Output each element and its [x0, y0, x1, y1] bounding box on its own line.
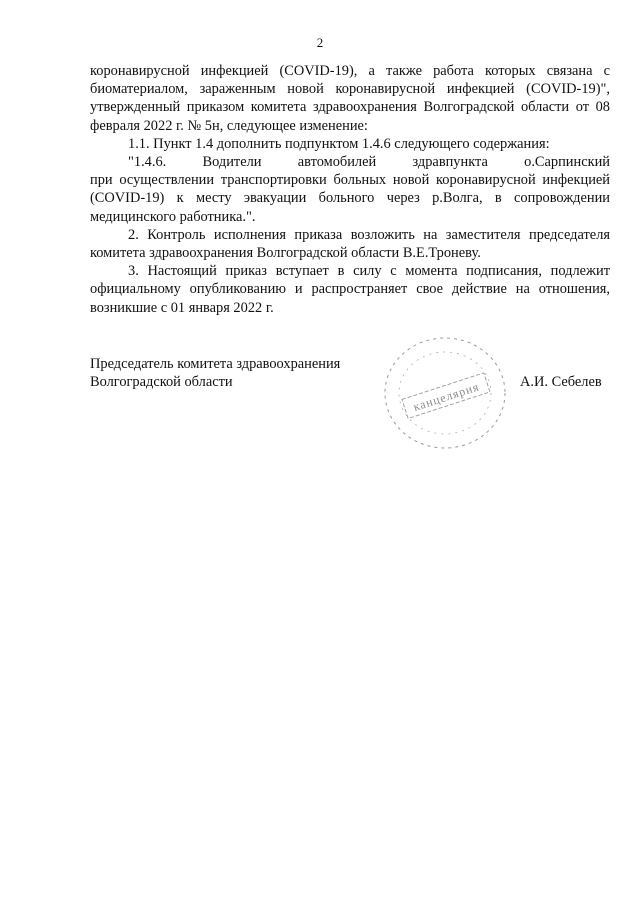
quote-word: о.Сарпинский: [524, 154, 610, 171]
signatory-name: А.И. Себелев: [520, 374, 602, 390]
quote-word: здравпункта: [412, 154, 488, 171]
quote-word: "1.4.6.: [128, 154, 167, 171]
quote-word: автомобилей: [297, 154, 377, 171]
quote-continuation: при осуществлении транспортировки больных новой коронавирусной инфекцией (COVID-19) к месту эвакуации больного через р.Волга, в сопровождении медицинского работника.".: [90, 172, 610, 225]
page-number: 2: [316, 35, 324, 50]
stamp-seal: [375, 328, 515, 458]
signatory-position: [90, 355, 340, 391]
paragraph-item-1-1: 1.1. Пункт 1.4 дополнить подпунктом 1.4.6 следующего содержания:: [128, 135, 550, 152]
signatory-position-line1: Председатель комитета здравоохранения: [90, 356, 341, 372]
document-body: [90, 62, 610, 317]
quote-word: Водители: [202, 154, 262, 171]
paragraph-effective-date: 3. Настоящий приказ вступает в силу с момента подписания, подлежит официальному опубликованию и распространяет свое действие на отношения, возникшие с 01 января 2022 г.: [90, 263, 610, 316]
quote-first-line: [90, 153, 610, 171]
signatory-position-line2: Волгоградской области: [90, 374, 233, 391]
stamp-text: канцелярия: [411, 379, 482, 414]
paragraph-control: 2. Контроль исполнения приказа возложить на заместителя председателя комитета здравоохранения Волгоградской области В.Е.Троневу.: [90, 226, 610, 262]
paragraph-amendment-intro: коронавирусной инфекцией (COVID-19), а также работа которых связана с биоматериалом, зараженным новой коронавирусной инфекцией (COVID-19)", утвержденный приказом комитета здравоохранения Волгоградской области от 08 февраля 2022 г. № 5н, следующее изменение:: [90, 63, 610, 134]
